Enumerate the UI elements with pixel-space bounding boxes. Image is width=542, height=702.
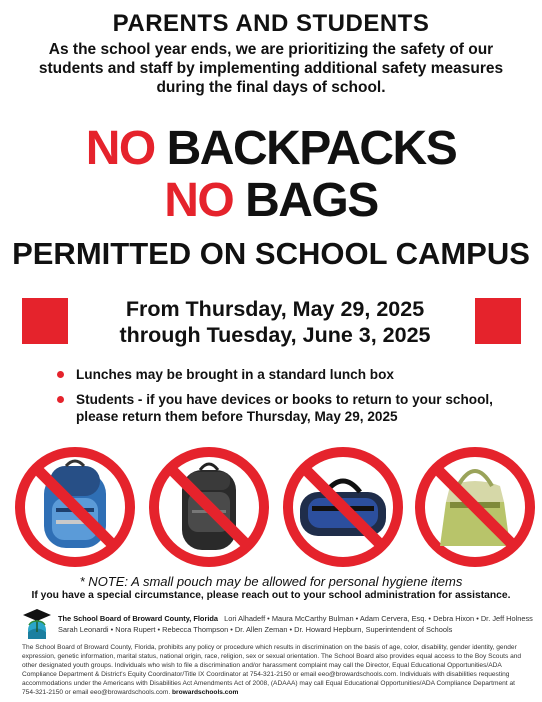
- no-green-handbag-icon: [414, 446, 536, 568]
- date-from: From Thursday, May 29, 2025: [125, 297, 425, 321]
- headline-no-word: NO: [85, 122, 155, 175]
- bullet-text: Lunches may be brought in a standard lunch box: [76, 367, 394, 382]
- website-link[interactable]: browardschools.com: [172, 689, 239, 696]
- no-blue-backpack-icon: [14, 446, 136, 568]
- board-members: Lori Alhadeff • Maura McCarthy Bulman • Adam Cervera, Esq. • Debra Hixon • Dr. Jeff Holness: [224, 614, 533, 623]
- date-through: through Tuesday, June 3, 2025: [119, 323, 431, 347]
- list-item: [56, 366, 526, 383]
- prohibited-items-row: [12, 446, 536, 572]
- board-members-line1: [58, 614, 538, 624]
- no-black-backpack-icon: [148, 446, 270, 568]
- headline-no-bags: [0, 176, 542, 226]
- bullet-list: [56, 366, 526, 433]
- headline-bags-word: BAGS: [245, 174, 378, 227]
- red-square-right: [475, 298, 521, 344]
- headline-no-word: NO: [164, 174, 234, 227]
- circumstance-text: If you have a special circumstance, please reach out to your school administration for assistance.: [31, 590, 511, 601]
- headline-no-backpacks: [0, 124, 542, 174]
- bullet-text: Students - if you have devices or books to return to your school, please return them before Thursday, May 29, 2025: [76, 392, 493, 424]
- bullet-dot-icon: [57, 396, 64, 403]
- date-range: [80, 296, 470, 348]
- legal-text: The School Board of Broward County, Florida, prohibits any policy or procedure which results in discrimination on the basis of age, color, disability, gender identity, gender expression, genetic information, marital status, national origin, race, religion, sex or sexual orientation. The School Board also provides equal access to the Boy Scouts and other designated youth groups. Individuals who wish to file a discrimination and/or harassment complaint may call the Director, Equal Educational Opportunities/ADA Compliance Department & District's Equity Coordinator/Title IX Coordinator at 754-321-2150 or email eeo@browardschools.com. Individuals with disabilities requesting accommodations under the Americans with Disabilities Act Amendments Act of 2008, (ADAAA) may call Equal Educational Opportunities/ADA Compliance Department at 754-321-2150 or email eeo@browardschools.com.: [22, 644, 522, 696]
- red-square-left: [22, 298, 68, 344]
- list-item: [56, 391, 526, 425]
- board-members-line2: Sarah Leonardi • Nora Rupert • Rebecca Thompson • Dr. Allen Zeman • Dr. Howard Hepburn, Superintendent of Schools: [58, 625, 453, 634]
- headline-backpacks-word: BACKPACKS: [166, 122, 457, 175]
- school-board-logo-icon: [20, 606, 54, 640]
- note-text: * NOTE: A small pouch may be allowed for personal hygiene items: [79, 574, 463, 589]
- legal-disclaimer: [22, 643, 528, 697]
- permitted-subheadline: PERMITTED ON SCHOOL CAMPUS: [12, 236, 530, 271]
- no-duffel-bag-icon: [282, 446, 404, 568]
- board-name: The School Board of Broward County, Florida: [58, 614, 218, 623]
- bullet-dot-icon: [57, 371, 64, 378]
- header-title: PARENTS AND STUDENTS: [112, 10, 430, 37]
- intro-text: As the school year ends, we are prioritizing the safety of our students and staff by implementing additional safety measures during the final days of school.: [38, 41, 504, 96]
